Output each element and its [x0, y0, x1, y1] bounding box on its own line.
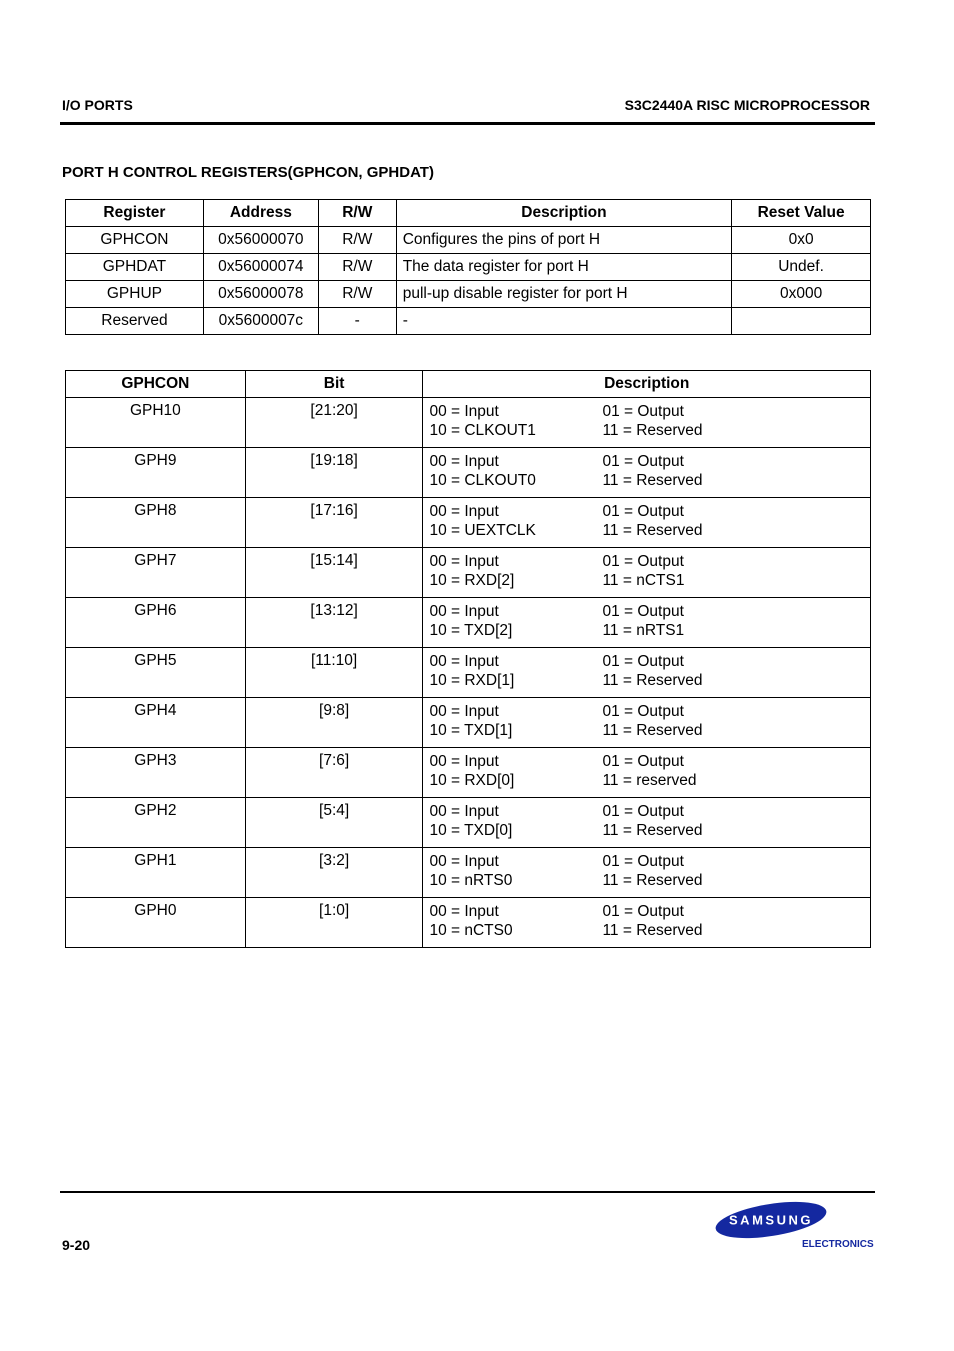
table-row: [66, 308, 871, 335]
cell-description: [423, 898, 871, 948]
option-00: 00 = Input: [429, 503, 499, 520]
col-header-gphcon: GPHCON: [66, 371, 246, 398]
cell-bit-range: [7:6]: [245, 748, 423, 798]
cell-bit-range: [19:18]: [245, 448, 423, 498]
option-00: 00 = Input: [429, 453, 499, 470]
option-10: 10 = CLKOUT0: [429, 472, 536, 489]
option-10: 10 = CLKOUT1: [429, 422, 536, 439]
cell-pin-name: GPH5: [66, 648, 246, 698]
col-header-register: Register: [66, 200, 204, 227]
cell-reset-value: [732, 308, 871, 335]
col-header-description: Description: [396, 200, 731, 227]
cell-address: 0x5600007c: [203, 308, 318, 335]
table-row: [66, 648, 871, 698]
cell-pin-name: GPH10: [66, 398, 246, 448]
cell-pin-name: GPH7: [66, 548, 246, 598]
cell-pin-name: GPH8: [66, 498, 246, 548]
table-row: [66, 281, 871, 308]
cell-description: [423, 398, 871, 448]
header-product-name: S3C2440A RISC MICROPROCESSOR: [624, 97, 870, 113]
cell-bit-range: [17:16]: [245, 498, 423, 548]
option-10: 10 = TXD[0]: [429, 822, 513, 839]
cell-bit-range: [11:10]: [245, 648, 423, 698]
option-00: 00 = Input: [429, 653, 499, 670]
option-01: 01 = Output: [602, 553, 684, 570]
cell-rw: R/W: [318, 254, 396, 281]
option-00: 00 = Input: [429, 803, 499, 820]
cell-reset-value: 0x000: [732, 281, 871, 308]
option-10: 10 = UEXTCLK: [429, 522, 536, 539]
cell-pin-name: GPH9: [66, 448, 246, 498]
option-01: 01 = Output: [602, 853, 684, 870]
col-header-bit: Bit: [245, 371, 423, 398]
cell-bit-range: [1:0]: [245, 898, 423, 948]
cell-description: [423, 598, 871, 648]
option-11: 11 = Reserved: [602, 522, 703, 539]
table-row: [66, 448, 871, 498]
col-header-reset-value: Reset Value: [732, 200, 871, 227]
cell-rw: R/W: [318, 227, 396, 254]
cell-address: 0x56000074: [203, 254, 318, 281]
cell-bit-range: [21:20]: [245, 398, 423, 448]
bit-table-header: [66, 371, 871, 398]
table-row: [66, 548, 871, 598]
option-01: 01 = Output: [602, 753, 684, 770]
cell-pin-name: GPH0: [66, 898, 246, 948]
cell-reset-value: Undef.: [732, 254, 871, 281]
option-11: 11 = Reserved: [602, 872, 703, 889]
col-header-address: Address: [203, 200, 318, 227]
col-header-rw: R/W: [318, 200, 396, 227]
cell-rw: R/W: [318, 281, 396, 308]
cell-rw: -: [318, 308, 396, 335]
cell-description: [423, 548, 871, 598]
option-01: 01 = Output: [602, 403, 684, 420]
cell-pin-name: GPH4: [66, 698, 246, 748]
cell-register: GPHDAT: [66, 254, 204, 281]
register-table: [65, 199, 871, 335]
cell-description: [423, 448, 871, 498]
cell-pin-name: GPH1: [66, 848, 246, 898]
option-01: 01 = Output: [602, 803, 684, 820]
option-01: 01 = Output: [602, 703, 684, 720]
cell-register: GPHCON: [66, 227, 204, 254]
logo-subtitle: ELECTRONICS: [802, 1239, 874, 1250]
option-00: 00 = Input: [429, 703, 499, 720]
option-00: 00 = Input: [429, 553, 499, 570]
logo-wordmark: SAMSUNG: [729, 1212, 813, 1228]
page-number: 9-20: [62, 1237, 91, 1253]
option-10: 10 = TXD[2]: [429, 622, 513, 639]
cell-description: [423, 498, 871, 548]
cell-bit-range: [9:8]: [245, 698, 423, 748]
option-11: 11 = nRTS1: [602, 622, 685, 639]
option-11: 11 = Reserved: [602, 922, 703, 939]
header-rule: [60, 122, 875, 125]
option-00: 00 = Input: [429, 903, 499, 920]
cell-bit-range: [13:12]: [245, 598, 423, 648]
table-row: [66, 227, 871, 254]
option-10: 10 = RXD[0]: [429, 772, 515, 789]
cell-description: [423, 798, 871, 848]
register-table-header: [66, 200, 871, 227]
option-11: 11 = Reserved: [602, 722, 703, 739]
table-row: [66, 398, 871, 448]
cell-address: 0x56000078: [203, 281, 318, 308]
cell-description: -: [396, 308, 731, 335]
table-row: [66, 498, 871, 548]
option-01: 01 = Output: [602, 503, 684, 520]
footer-rule: [60, 1191, 875, 1193]
cell-description: Configures the pins of port H: [396, 227, 731, 254]
cell-pin-name: GPH2: [66, 798, 246, 848]
option-00: 00 = Input: [429, 853, 499, 870]
cell-description: pull-up disable register for port H: [396, 281, 731, 308]
cell-description: [423, 648, 871, 698]
cell-description: The data register for port H: [396, 254, 731, 281]
option-10: 10 = RXD[1]: [429, 672, 515, 689]
cell-register: Reserved: [66, 308, 204, 335]
samsung-logo: [714, 1200, 828, 1240]
cell-description: [423, 848, 871, 898]
option-11: 11 = nCTS1: [602, 572, 685, 589]
option-00: 00 = Input: [429, 753, 499, 770]
cell-bit-range: [3:2]: [245, 848, 423, 898]
option-10: 10 = nCTS0: [429, 922, 513, 939]
col-header-description: Description: [423, 371, 871, 398]
cell-register: GPHUP: [66, 281, 204, 308]
cell-bit-range: [5:4]: [245, 798, 423, 848]
header-section-label: I/O PORTS: [62, 97, 133, 113]
table-row: [66, 848, 871, 898]
option-01: 01 = Output: [602, 653, 684, 670]
option-10: 10 = nRTS0: [429, 872, 513, 889]
option-11: 11 = Reserved: [602, 672, 703, 689]
option-11: 11 = Reserved: [602, 822, 703, 839]
option-00: 00 = Input: [429, 403, 499, 420]
cell-pin-name: GPH3: [66, 748, 246, 798]
table-row: [66, 748, 871, 798]
option-11: 11 = Reserved: [602, 472, 703, 489]
option-01: 01 = Output: [602, 603, 684, 620]
option-11: 11 = reserved: [602, 772, 697, 789]
option-11: 11 = Reserved: [602, 422, 703, 439]
table-row: [66, 698, 871, 748]
cell-reset-value: 0x0: [732, 227, 871, 254]
option-01: 01 = Output: [602, 903, 684, 920]
table-row: [66, 798, 871, 848]
section-title: PORT H CONTROL REGISTERS(GPHCON, GPHDAT): [62, 164, 434, 181]
option-10: 10 = RXD[2]: [429, 572, 515, 589]
table-row: [66, 598, 871, 648]
cell-description: [423, 698, 871, 748]
option-01: 01 = Output: [602, 453, 684, 470]
option-10: 10 = TXD[1]: [429, 722, 513, 739]
table-row: [66, 254, 871, 281]
cell-pin-name: GPH6: [66, 598, 246, 648]
cell-address: 0x56000070: [203, 227, 318, 254]
gphcon-bit-table: [65, 370, 871, 948]
cell-bit-range: [15:14]: [245, 548, 423, 598]
option-00: 00 = Input: [429, 603, 499, 620]
cell-description: [423, 748, 871, 798]
table-row: [66, 898, 871, 948]
